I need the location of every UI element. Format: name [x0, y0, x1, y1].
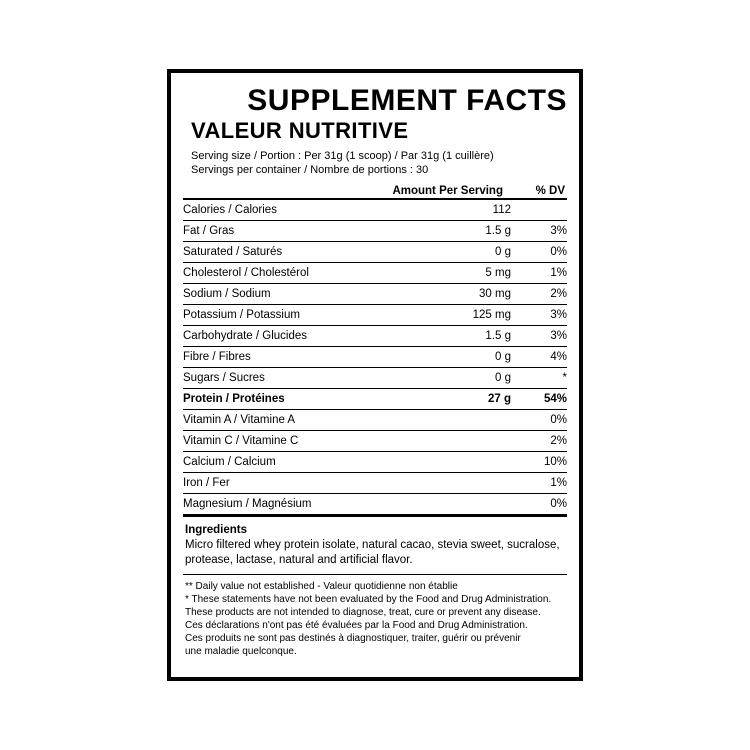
table-row [183, 305, 567, 326]
nutrient-amount: 112 [415, 200, 511, 221]
facts-table-header [183, 179, 567, 200]
nutrient-amount [415, 410, 511, 431]
nutrient-name: Calories / Calories [183, 200, 415, 221]
footnote-fda-4: Ces produits ne sont pas destinés à diagnostiquer, traiter, guérir ou prévenir [185, 633, 521, 644]
nutrient-dv: 3% [511, 326, 567, 347]
page-subtitle: VALEUR NUTRITIVE [191, 118, 409, 143]
ingredients-text: Micro filtered whey protein isolate, natural cacao, stevia sweet, sucralose, protease, lactase, natural and artificial flavor. [185, 539, 560, 566]
nutrient-name: Saturated / Saturés [183, 242, 415, 263]
footnote-fda-5: une maladie quelconque. [185, 646, 297, 657]
nutrient-amount: 1.5 g [415, 326, 511, 347]
nutrient-dv: 4% [511, 347, 567, 368]
nutrient-dv: 2% [511, 431, 567, 452]
table-row [183, 494, 567, 515]
nutrient-dv [511, 200, 567, 221]
nutrition-facts-table [183, 200, 567, 514]
nutrient-dv: * [511, 368, 567, 389]
nutrient-amount: 30 mg [415, 284, 511, 305]
nutrient-amount [415, 494, 511, 515]
nutrient-dv: 0% [511, 242, 567, 263]
nutrient-name: Cholesterol / Cholestérol [183, 263, 415, 284]
serving-size-line: Serving size / Portion : Per 31g (1 scoop) / Par 31g (1 cuillère) [191, 150, 494, 162]
nutrient-amount: 5 mg [415, 263, 511, 284]
nutrient-dv: 54% [511, 389, 567, 410]
table-row [183, 200, 567, 221]
nutrient-dv: 10% [511, 452, 567, 473]
nutrient-dv: 3% [511, 305, 567, 326]
nutrient-name: Potassium / Potassium [183, 305, 415, 326]
section-divider [183, 514, 567, 517]
nutrient-amount: 0 g [415, 242, 511, 263]
table-row [183, 410, 567, 431]
nutrient-amount: 0 g [415, 347, 511, 368]
nutrient-name: Fat / Gras [183, 221, 415, 242]
nutrient-amount: 27 g [415, 389, 511, 410]
nutrient-name: Sugars / Sucres [183, 368, 415, 389]
footnote-daily-value: ** Daily value not established - Valeur quotidienne non établie [185, 581, 458, 592]
nutrient-dv: 3% [511, 221, 567, 242]
nutrient-name: Vitamin C / Vitamine C [183, 431, 415, 452]
table-row [183, 389, 567, 410]
table-row [183, 242, 567, 263]
supplement-facts-panel [167, 69, 583, 681]
nutrient-amount [415, 473, 511, 494]
nutrient-amount [415, 431, 511, 452]
nutrient-dv: 1% [511, 263, 567, 284]
nutrient-dv: 1% [511, 473, 567, 494]
footnote-fda-2: These products are not intended to diagnose, treat, cure or prevent any disease. [185, 607, 541, 618]
table-row [183, 452, 567, 473]
footnote-divider [183, 574, 567, 575]
nutrient-name: Calcium / Calcium [183, 452, 415, 473]
nutrient-name: Carbohydrate / Glucides [183, 326, 415, 347]
table-row [183, 368, 567, 389]
table-row [183, 263, 567, 284]
nutrient-amount: 0 g [415, 368, 511, 389]
nutrient-amount: 1.5 g [415, 221, 511, 242]
footnote-fda-1: * These statements have not been evaluated by the Food and Drug Administration. [185, 594, 552, 605]
nutrient-name: Protein / Protéines [183, 389, 415, 410]
ingredients-heading: Ingredients [185, 524, 247, 536]
nutrient-name: Vitamin A / Vitamine A [183, 410, 415, 431]
table-row [183, 221, 567, 242]
nutrient-amount: 125 mg [415, 305, 511, 326]
amount-per-serving-header: Amount Per Serving [392, 185, 503, 197]
table-row [183, 347, 567, 368]
footnote-fda-3: Ces déclarations n'ont pas été évaluées par la Food and Drug Administration. [185, 620, 528, 631]
nutrient-name: Sodium / Sodium [183, 284, 415, 305]
nutrient-name: Iron / Fer [183, 473, 415, 494]
nutrient-amount [415, 452, 511, 473]
percent-dv-header: % DV [535, 185, 565, 197]
nutrient-dv: 0% [550, 498, 567, 510]
nutrient-name: Magnesium / Magnésium [183, 498, 312, 510]
supplement-facts-inner [171, 73, 579, 666]
table-row [183, 473, 567, 494]
nutrient-name: Fibre / Fibres [183, 347, 415, 368]
table-row [183, 431, 567, 452]
nutrient-dv: 2% [511, 284, 567, 305]
page-title: SUPPLEMENT FACTS [247, 84, 567, 117]
table-row [183, 284, 567, 305]
nutrient-dv: 0% [511, 410, 567, 431]
servings-per-container-line: Servings per container / Nombre de portions : 30 [191, 164, 429, 176]
table-row [183, 326, 567, 347]
